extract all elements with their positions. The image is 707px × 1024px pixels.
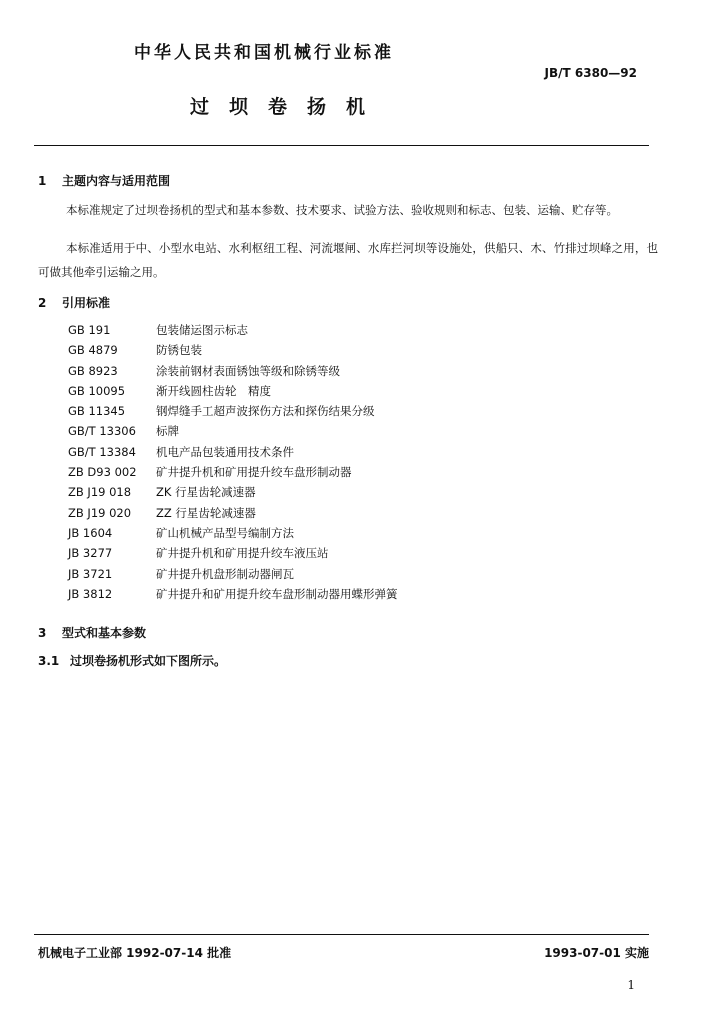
reference-item	[68, 340, 398, 360]
clause-3-1-text: 过坝卷扬机形式如下图所示。	[70, 654, 227, 668]
section-3-number: 3	[38, 626, 47, 640]
reference-item	[68, 442, 398, 462]
reference-item	[68, 462, 398, 482]
reference-title: 钢焊缝手工超声波探伤方法和探伤结果分级	[156, 404, 375, 419]
reference-code: GB 11345	[68, 404, 126, 419]
reference-item	[68, 523, 398, 543]
reference-code: GB 10095	[68, 383, 126, 398]
reference-code: GB/T 13306	[68, 424, 136, 439]
issuing-organization: 中华人民共和国机械行业标准	[134, 43, 394, 63]
document-title: 过坝卷扬机	[190, 96, 386, 118]
reference-code: JB 3812	[68, 586, 113, 601]
reference-code: JB 3721	[68, 566, 113, 581]
section-2-number: 2	[38, 296, 47, 310]
reference-code: ZB J19 020	[68, 505, 132, 520]
reference-code: GB 4879	[68, 343, 118, 358]
implementation-date: 1993-07-01 实施	[544, 946, 649, 960]
reference-item	[68, 503, 398, 523]
approval-note: 机械电子工业部 1992-07-14 批准	[38, 946, 232, 960]
reference-item	[68, 564, 398, 584]
section-3-title: 型式和基本参数	[62, 626, 147, 640]
reference-title: 包装储运图示标志	[156, 323, 248, 337]
footer-divider	[34, 934, 649, 935]
reference-title: 渐开线圆柱齿轮 精度	[156, 383, 271, 398]
reference-title: ZK 行星齿轮减速器	[156, 485, 256, 500]
reference-code: GB 8923	[68, 363, 118, 378]
reference-item	[68, 584, 398, 604]
reference-title: 涂装前钢材表面锈蚀等级和除锈等级	[156, 363, 340, 378]
reference-title: 防锈包装	[156, 343, 202, 358]
section-1-title: 主题内容与适用范围	[62, 174, 171, 188]
reference-code: JB 3277	[68, 546, 113, 561]
page-number: 1	[627, 978, 635, 992]
reference-item	[68, 543, 398, 563]
section-1-heading	[38, 172, 170, 189]
section-1-number: 1	[38, 174, 47, 188]
reference-code: GB 191	[68, 323, 111, 337]
reference-title: 矿山机械产品型号编制方法	[156, 525, 294, 540]
section-1-paragraph-1: 本标准规定了过坝卷扬机的型式和基本参数、技术要求、试验方法、验收规则和标志、包装、运输、贮存等。	[66, 203, 618, 217]
section-2-title: 引用标准	[62, 296, 111, 310]
section-2-heading	[38, 294, 110, 311]
reference-item	[68, 421, 398, 441]
reference-title: 矿井提升机和矿用提升绞车液压站	[156, 546, 329, 561]
header-divider	[34, 145, 649, 146]
standard-number: JB/T 6380—92	[544, 66, 637, 80]
reference-item	[68, 320, 398, 340]
clause-3-1	[38, 652, 226, 669]
reference-code: GB/T 13384	[68, 444, 136, 459]
section-3-heading	[38, 624, 146, 641]
reference-item	[68, 401, 398, 421]
reference-title: 矿井提升机和矿用提升绞车盘形制动器	[156, 465, 352, 480]
reference-title: 矿井提升和矿用提升绞车盘形制动器用蝶形弹簧	[156, 586, 398, 601]
reference-code: ZB J19 018	[68, 485, 132, 500]
reference-title: 标牌	[156, 424, 179, 439]
reference-code: ZB D93 002	[68, 465, 137, 480]
reference-title: ZZ 行星齿轮减速器	[156, 505, 256, 520]
reference-title: 机电产品包装通用技术条件	[156, 444, 294, 459]
reference-code: JB 1604	[68, 525, 113, 540]
reference-item	[68, 482, 398, 502]
reference-item	[68, 361, 398, 381]
reference-item	[68, 381, 398, 401]
reference-list	[68, 320, 398, 604]
clause-3-1-number: 3.1	[38, 654, 60, 668]
section-1-paragraph-2: 本标准适用于中、小型水电站、水利枢纽工程、河流堰闸、水库拦河坝等设施处，供船只、木、竹排过坝峰之用，也可做其他牵引运输之用。	[38, 241, 658, 279]
reference-title: 矿井提升机盘形制动器闸瓦	[156, 566, 294, 581]
